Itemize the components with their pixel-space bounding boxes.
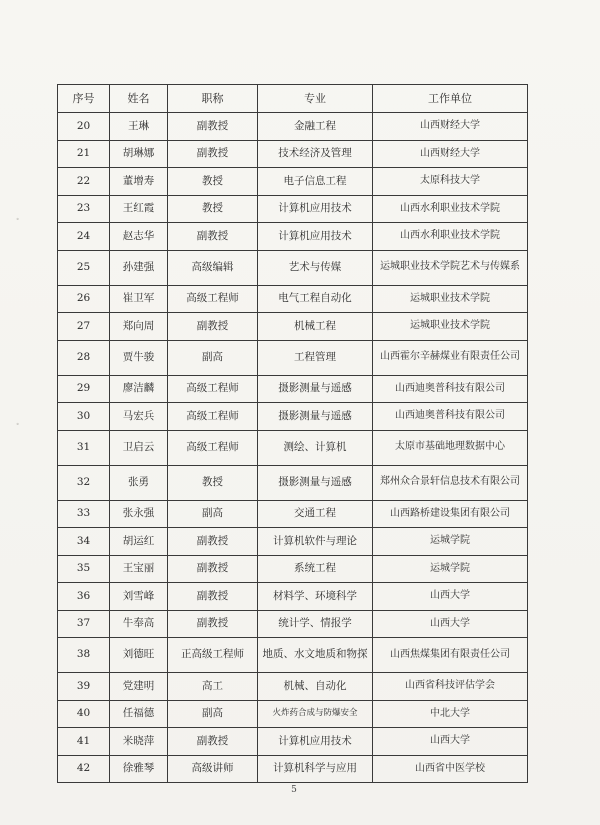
table-row xyxy=(58,500,528,528)
cell-no: 37 xyxy=(58,610,110,638)
cell-org: 山西省中医学校 xyxy=(373,755,528,783)
cell-title: 教授 xyxy=(168,195,258,223)
cell-major: 工程管理 xyxy=(258,340,373,375)
cell-name: 任福德 xyxy=(110,700,168,728)
cell-org: 山西霍尔辛赫煤业有限责任公司 xyxy=(373,340,528,375)
cell-no: 22 xyxy=(58,168,110,196)
cell-major: 摄影测量与遥感 xyxy=(258,375,373,403)
table-row xyxy=(58,113,528,141)
table-row xyxy=(58,528,528,556)
cell-no: 23 xyxy=(58,195,110,223)
cell-org: 运城职业技术学院 xyxy=(373,313,528,341)
cell-title: 高级工程师 xyxy=(168,375,258,403)
cell-no: 38 xyxy=(58,638,110,673)
table-row xyxy=(58,755,528,783)
table-row xyxy=(58,583,528,611)
cell-no: 36 xyxy=(58,583,110,611)
cell-title: 高级讲师 xyxy=(168,755,258,783)
cell-no: 29 xyxy=(58,375,110,403)
cell-name: 王宝丽 xyxy=(110,555,168,583)
cell-no: 28 xyxy=(58,340,110,375)
cell-title: 副教授 xyxy=(168,555,258,583)
cell-org: 山西路桥建设集团有限公司 xyxy=(373,500,528,528)
table-body xyxy=(58,113,528,783)
cell-title: 副高 xyxy=(168,500,258,528)
cell-name: 刘德旺 xyxy=(110,638,168,673)
cell-major: 地质、水文地质和物探 xyxy=(258,638,373,673)
cell-title: 高级工程师 xyxy=(168,430,258,465)
table-header-row xyxy=(58,85,528,113)
cell-no: 41 xyxy=(58,728,110,756)
cell-title: 高级工程师 xyxy=(168,403,258,431)
cell-no: 31 xyxy=(58,430,110,465)
table-row xyxy=(58,250,528,285)
cell-org: 山西大学 xyxy=(373,728,528,756)
cell-major: 摄影测量与遥感 xyxy=(258,403,373,431)
cell-org: 山西大学 xyxy=(373,610,528,638)
scan-margin-mark: ∘ xyxy=(16,215,20,223)
header-no: 序号 xyxy=(58,85,110,113)
cell-name: 贾牛骏 xyxy=(110,340,168,375)
table-row xyxy=(58,673,528,701)
cell-org: 山西水利职业技术学院 xyxy=(373,195,528,223)
cell-no: 21 xyxy=(58,140,110,168)
cell-title: 教授 xyxy=(168,465,258,500)
cell-major: 材料学、环境科学 xyxy=(258,583,373,611)
table-row xyxy=(58,610,528,638)
cell-major: 技术经济及管理 xyxy=(258,140,373,168)
cell-name: 孙建强 xyxy=(110,250,168,285)
cell-title: 副教授 xyxy=(168,528,258,556)
cell-title: 副教授 xyxy=(168,313,258,341)
cell-major: 计算机应用技术 xyxy=(258,728,373,756)
table-row xyxy=(58,168,528,196)
cell-title: 副教授 xyxy=(168,223,258,251)
cell-major: 统计学、情报学 xyxy=(258,610,373,638)
cell-title: 高工 xyxy=(168,673,258,701)
cell-org: 运城学院 xyxy=(373,528,528,556)
table-row xyxy=(58,728,528,756)
cell-org: 运城职业技术学院 xyxy=(373,285,528,313)
cell-name: 廖洁麟 xyxy=(110,375,168,403)
cell-org: 太原科技大学 xyxy=(373,168,528,196)
cell-org: 山西迪奥普科技有限公司 xyxy=(373,375,528,403)
cell-org: 山西水利职业技术学院 xyxy=(373,223,528,251)
cell-name: 米晓萍 xyxy=(110,728,168,756)
cell-major: 摄影测量与遥感 xyxy=(258,465,373,500)
cell-name: 王红霞 xyxy=(110,195,168,223)
cell-name: 赵志华 xyxy=(110,223,168,251)
cell-major: 金融工程 xyxy=(258,113,373,141)
table-row xyxy=(58,140,528,168)
cell-name: 郑向周 xyxy=(110,313,168,341)
expert-roster-table xyxy=(57,84,528,783)
cell-title: 副高 xyxy=(168,700,258,728)
cell-no: 39 xyxy=(58,673,110,701)
cell-major: 火炸药合成与防爆安全 xyxy=(258,700,373,728)
cell-org: 山西财经大学 xyxy=(373,113,528,141)
cell-no: 40 xyxy=(58,700,110,728)
cell-title: 教授 xyxy=(168,168,258,196)
table-row xyxy=(58,555,528,583)
cell-name: 张永强 xyxy=(110,500,168,528)
table-row xyxy=(58,375,528,403)
cell-major: 电气工程自动化 xyxy=(258,285,373,313)
cell-no: 34 xyxy=(58,528,110,556)
cell-name: 刘雪峰 xyxy=(110,583,168,611)
scan-margin-mark: ∘ xyxy=(16,420,20,428)
table-row xyxy=(58,700,528,728)
table-row xyxy=(58,638,528,673)
cell-name: 胡运红 xyxy=(110,528,168,556)
cell-no: 32 xyxy=(58,465,110,500)
cell-major: 计算机应用技术 xyxy=(258,223,373,251)
cell-title: 副高 xyxy=(168,340,258,375)
cell-major: 计算机应用技术 xyxy=(258,195,373,223)
cell-name: 党建明 xyxy=(110,673,168,701)
cell-major: 机械工程 xyxy=(258,313,373,341)
cell-org: 山西大学 xyxy=(373,583,528,611)
table-row xyxy=(58,313,528,341)
cell-major: 交通工程 xyxy=(258,500,373,528)
cell-title: 副教授 xyxy=(168,583,258,611)
cell-org: 山西省科技评估学会 xyxy=(373,673,528,701)
cell-no: 30 xyxy=(58,403,110,431)
cell-org: 山西财经大学 xyxy=(373,140,528,168)
table-row xyxy=(58,430,528,465)
cell-name: 马宏兵 xyxy=(110,403,168,431)
cell-no: 20 xyxy=(58,113,110,141)
cell-title: 高级编辑 xyxy=(168,250,258,285)
cell-major: 测绘、计算机 xyxy=(258,430,373,465)
cell-major: 机械、自动化 xyxy=(258,673,373,701)
cell-name: 张勇 xyxy=(110,465,168,500)
cell-major: 计算机软件与理论 xyxy=(258,528,373,556)
cell-org: 山西迪奥普科技有限公司 xyxy=(373,403,528,431)
cell-org: 太原市基础地理数据中心 xyxy=(373,430,528,465)
cell-major: 系统工程 xyxy=(258,555,373,583)
cell-no: 42 xyxy=(58,755,110,783)
cell-title: 副教授 xyxy=(168,728,258,756)
cell-major: 计算机科学与应用 xyxy=(258,755,373,783)
table-row xyxy=(58,403,528,431)
cell-name: 胡琳娜 xyxy=(110,140,168,168)
cell-no: 26 xyxy=(58,285,110,313)
cell-name: 卫启云 xyxy=(110,430,168,465)
cell-title: 副教授 xyxy=(168,140,258,168)
table-row xyxy=(58,340,528,375)
cell-org: 中北大学 xyxy=(373,700,528,728)
cell-name: 董增寿 xyxy=(110,168,168,196)
cell-no: 35 xyxy=(58,555,110,583)
header-title: 职称 xyxy=(168,85,258,113)
cell-no: 25 xyxy=(58,250,110,285)
cell-name: 崔卫军 xyxy=(110,285,168,313)
header-org: 工作单位 xyxy=(373,85,528,113)
cell-title: 副教授 xyxy=(168,113,258,141)
cell-name: 王琳 xyxy=(110,113,168,141)
cell-org: 运城学院 xyxy=(373,555,528,583)
cell-title: 副教授 xyxy=(168,610,258,638)
cell-no: 33 xyxy=(58,500,110,528)
cell-org: 山西焦煤集团有限责任公司 xyxy=(373,638,528,673)
cell-no: 24 xyxy=(58,223,110,251)
cell-title: 正高级工程师 xyxy=(168,638,258,673)
table-row xyxy=(58,223,528,251)
cell-no: 27 xyxy=(58,313,110,341)
cell-name: 牛奉高 xyxy=(110,610,168,638)
cell-title: 高级工程师 xyxy=(168,285,258,313)
cell-org: 郑州众合景轩信息技术有限公司 xyxy=(373,465,528,500)
cell-major: 电子信息工程 xyxy=(258,168,373,196)
cell-name: 徐雅琴 xyxy=(110,755,168,783)
page-number: 5 xyxy=(291,785,297,795)
header-name: 姓名 xyxy=(110,85,168,113)
table-row xyxy=(58,465,528,500)
cell-major: 艺术与传媒 xyxy=(258,250,373,285)
table-row xyxy=(58,195,528,223)
table-row xyxy=(58,285,528,313)
header-major: 专业 xyxy=(258,85,373,113)
cell-org: 运城职业技术学院艺术与传媒系 xyxy=(373,250,528,285)
